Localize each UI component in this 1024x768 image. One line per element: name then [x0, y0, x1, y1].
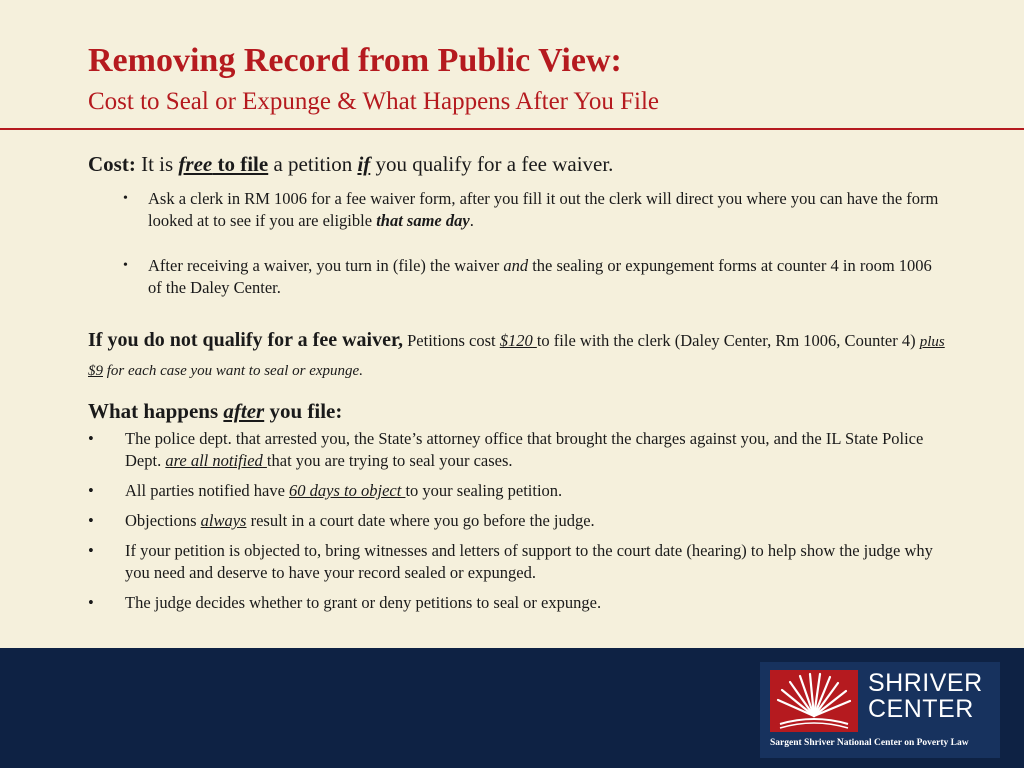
cost-label: Cost: — [88, 152, 136, 176]
list-item — [88, 510, 948, 532]
after-bullet-end: to your sealing petition. — [405, 481, 563, 500]
logo-name — [868, 670, 983, 722]
bullet-icon: • — [123, 191, 128, 206]
after-bullet-list — [88, 428, 948, 614]
shriver-center-logo — [760, 662, 1000, 758]
no-waiver-cost: $120 — [499, 331, 537, 350]
sunburst-logo-icon — [770, 670, 858, 732]
after-bullet-emphasis: are all notified — [165, 451, 267, 470]
after-bullet-text: If your petition is objected to, bring witnesses and letters of support to the court date (hearing) to help show the judge why you need and deserve to have your record sealed or expunged. — [125, 541, 933, 582]
list-item — [88, 592, 948, 614]
after-bullet-end: result in a court date where you go before the judge. — [246, 511, 595, 530]
bullet-icon: • — [88, 593, 94, 612]
list-item — [88, 188, 948, 232]
cost-bullet-list — [88, 188, 948, 299]
cost-bullet-text: Ask a clerk in RM 1006 for a fee waiver form, after you fill it out the clerk will direct you where you can have the form looked at to see if you are eligible — [148, 189, 939, 230]
cost-text-3: you qualify for a fee waiver. — [370, 152, 614, 176]
list-item — [88, 540, 948, 584]
cost-to-file: to file — [212, 152, 269, 176]
no-waiver-plus: plus $9 — [88, 334, 945, 379]
after-heading-end: you file: — [264, 399, 343, 423]
title-divider — [0, 128, 1024, 130]
after-heading-start: What happens — [88, 399, 224, 423]
logo-tagline: Sargent Shriver National Center on Poverty Law — [770, 738, 969, 748]
no-waiver-text-1: Petitions cost — [403, 331, 500, 350]
slide-subtitle: Cost to Seal or Expunge & What Happens After You File — [88, 88, 660, 115]
cost-free: free — [178, 152, 213, 176]
cost-bullet-end: . — [469, 211, 474, 230]
logo-line-1: SHRIVER — [868, 669, 983, 697]
after-bullet-text: The judge decides whether to grant or deny petitions to seal or expunge. — [125, 593, 602, 612]
cost-bullet-emphasis: and — [503, 256, 529, 275]
slide-title: Removing Record from Public View: — [88, 42, 622, 79]
cost-text-2: a petition — [268, 152, 358, 176]
list-item — [88, 480, 948, 502]
after-bullet-text: The police dept. that arrested you, the State’s attorney office that brought the charges against you, and the IL State Police Dept. — [125, 429, 924, 470]
no-waiver-paragraph — [88, 326, 948, 385]
cost-bullet-end: the sealing or expungement forms at counter 4 in room 1006 of the Daley Center. — [148, 256, 932, 297]
after-bullet-text: Objections — [125, 511, 201, 530]
bullet-icon: • — [88, 541, 94, 560]
no-waiver-lead: If you do not qualify for a fee waiver, — [88, 329, 403, 351]
logo-line-2: CENTER — [868, 695, 974, 723]
no-waiver-text-2: to file with the clerk (Daley Center, Rm 1006, Counter 4) — [536, 331, 920, 350]
after-heading-emphasis: after — [223, 399, 265, 423]
cost-line — [88, 150, 948, 178]
slide-content — [88, 150, 948, 614]
bullet-icon: • — [88, 429, 94, 448]
cost-bullet-text: After receiving a waiver, you turn in (file) the waiver — [148, 256, 504, 275]
list-item — [88, 255, 948, 299]
cost-if: if — [357, 152, 371, 176]
after-bullet-text: All parties notified have — [125, 481, 290, 500]
bullet-icon: • — [88, 481, 94, 500]
no-waiver-text-3: for each case you want to seal or expunge. — [103, 363, 363, 379]
after-bullet-emphasis: always — [200, 511, 247, 530]
bullet-icon: • — [123, 258, 128, 273]
cost-bullet-emphasis: that same day — [376, 211, 470, 230]
bullet-icon: • — [88, 511, 94, 530]
after-bullet-end: that you are trying to seal your cases. — [266, 451, 513, 470]
cost-text-1: It is — [135, 152, 179, 176]
after-heading — [88, 397, 948, 425]
list-item — [88, 428, 948, 472]
after-bullet-emphasis: 60 days to object — [289, 481, 406, 500]
